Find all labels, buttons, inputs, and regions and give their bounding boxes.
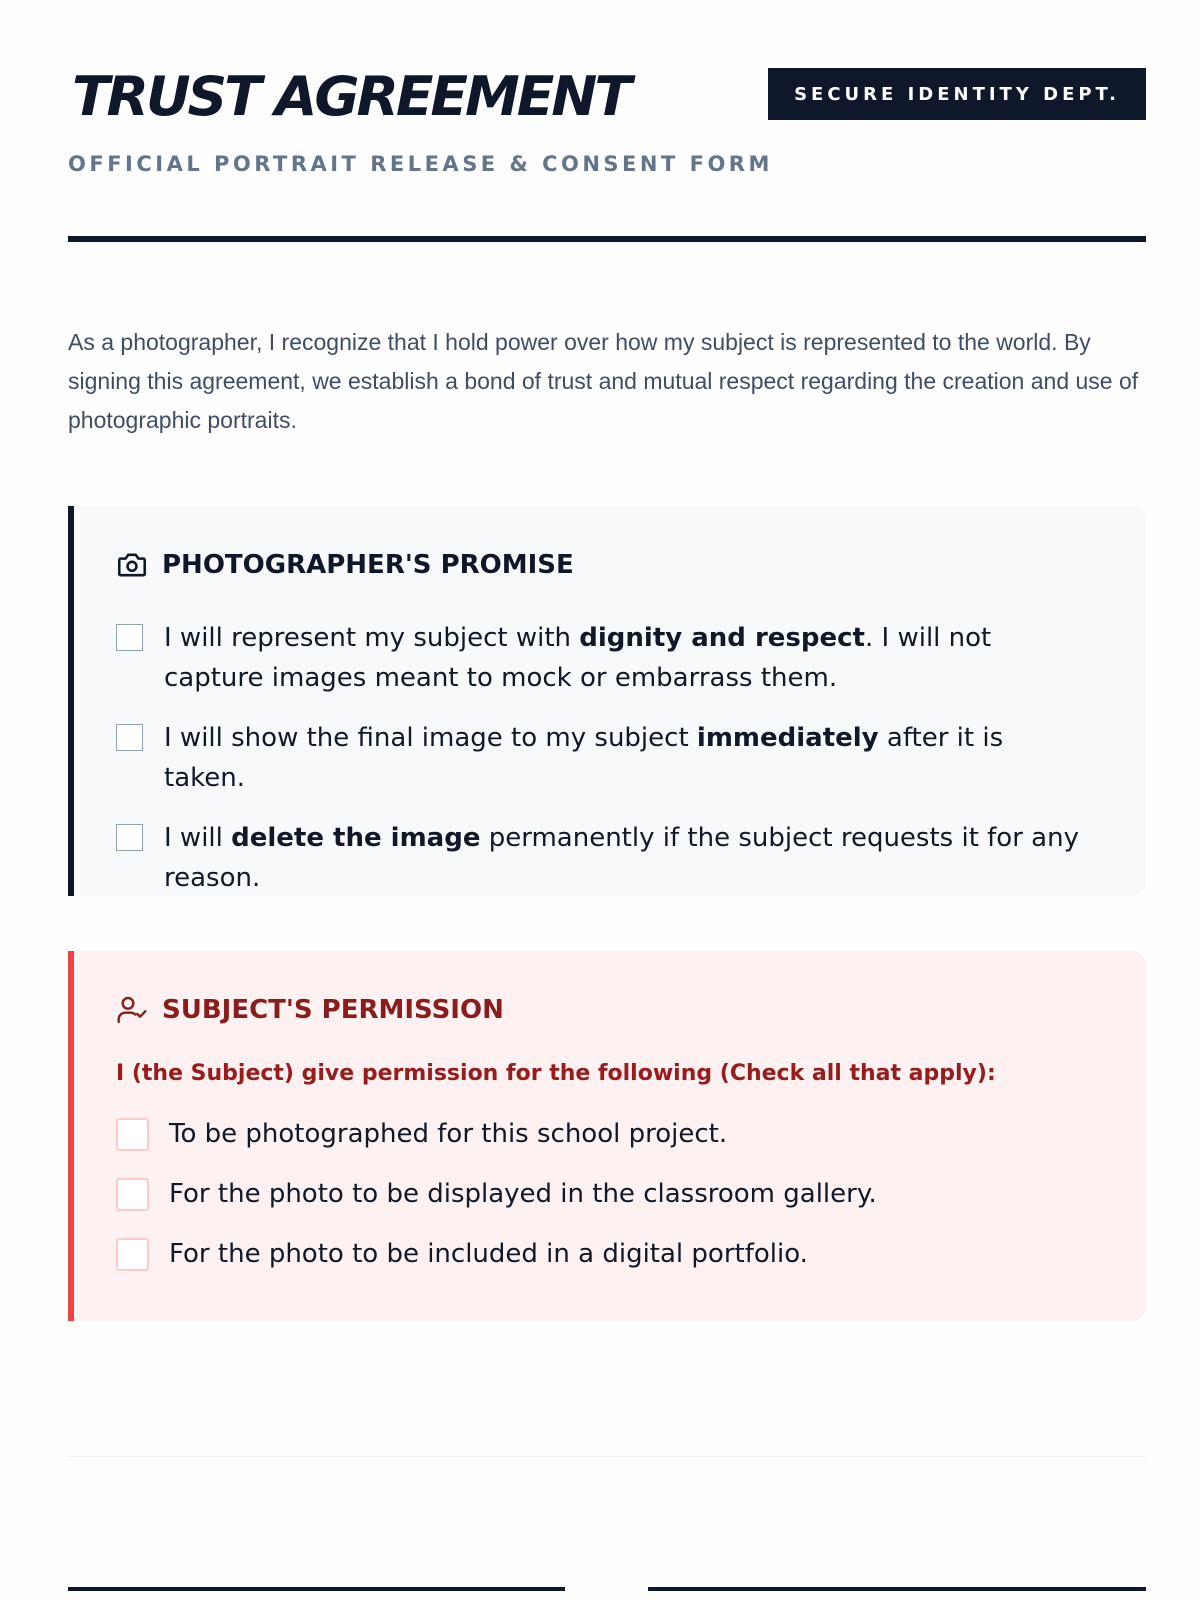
header-divider [68,236,1146,242]
permission-item [116,1237,1086,1271]
promise-item [116,718,1086,798]
permission-instructions: I (the Subject) give permission for the following (Check all that apply): [116,1061,996,1086]
promise-checkbox-delete-image[interactable] [116,824,143,851]
promise-heading [116,550,574,580]
form-header [68,66,1146,246]
promise-item [116,618,1086,698]
signature-line-subject[interactable] [648,1587,1146,1591]
photographer-promise-card [68,506,1146,896]
promise-item-text: I will delete the image permanently if the subject requests it for any reason. [164,823,1079,893]
subject-permission-card [68,951,1146,1321]
intro-paragraph: As a photographer, I recognize that I hold power over how my subject is represented to the world. By signing this agreement, we establish a bond of trust and mutual respect regarding the creation and use of photographic portraits. [68,329,1139,433]
permission-item-text: For the photo to be included in a digital portfolio. [169,1239,808,1269]
promise-item-text: I will show the final image to my subject immediately after it is taken. [164,723,1004,793]
permission-item-text: For the photo to be displayed in the classroom gallery. [169,1179,877,1209]
promise-item [116,818,1086,898]
permission-checkbox-gallery[interactable] [116,1178,149,1211]
promise-list [116,618,1086,918]
promise-checkbox-show-image[interactable] [116,724,143,751]
permission-item [116,1177,1086,1211]
promise-item-text: I will represent my subject with dignity and respect. I will not capture images meant to mock or embarrass them. [164,623,992,693]
permission-list [116,1117,1086,1297]
footer-divider [68,1456,1146,1457]
page-subtitle: OFFICIAL PORTRAIT RELEASE & CONSENT FORM [68,152,773,176]
permission-checkbox-portfolio[interactable] [116,1238,149,1271]
promise-checkbox-dignity[interactable] [116,624,143,651]
permission-heading [116,995,504,1025]
user-check-icon [116,995,148,1025]
camera-icon [116,551,148,579]
permission-checkbox-photographed[interactable] [116,1118,149,1151]
permission-title: SUBJECT'S PERMISSION [162,995,504,1025]
permission-item [116,1117,1086,1151]
signature-line-photographer[interactable] [68,1587,565,1591]
consent-form-page [68,0,1146,1600]
promise-title: PHOTOGRAPHER'S PROMISE [162,550,574,580]
permission-item-text: To be photographed for this school project. [169,1119,728,1149]
department-badge: SECURE IDENTITY DEPT. [768,68,1146,120]
page-title: TRUST AGREEMENT [72,65,629,128]
